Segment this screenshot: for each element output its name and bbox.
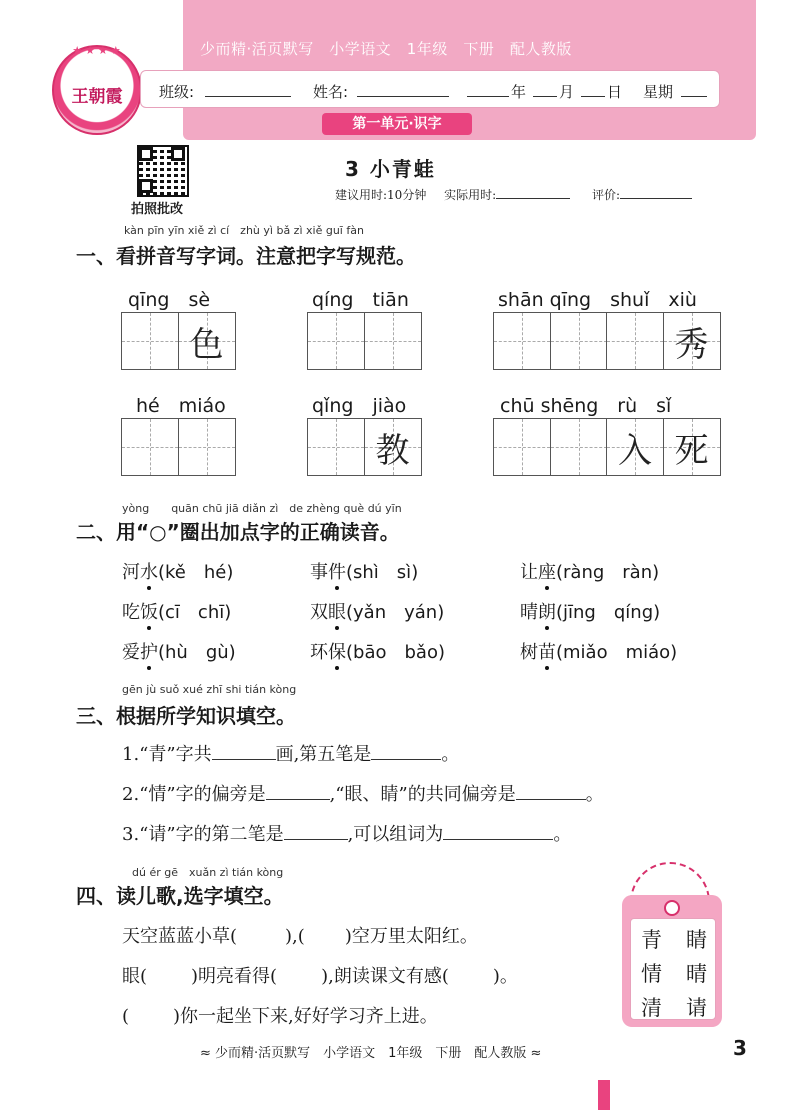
suggest-time: 建议用时:10分钟: [335, 188, 427, 202]
blank-field[interactable]: [516, 784, 586, 800]
writing-cell[interactable]: [550, 418, 608, 476]
writing-cell[interactable]: [493, 418, 551, 476]
header-title: 少而精·活页默写 小学语文 1年级 下册 配人教版: [200, 40, 572, 58]
month-field[interactable]: [533, 83, 557, 101]
writing-cell[interactable]: 色: [178, 312, 236, 370]
s1-grid-shanqingshuixiu[interactable]: [493, 312, 721, 370]
writing-cell[interactable]: 教: [364, 418, 422, 476]
writing-cell[interactable]: [364, 312, 422, 370]
logo-text: 王朝霞: [71, 87, 123, 107]
s1-grid-qingtian[interactable]: [307, 312, 422, 370]
s3-question-1: 1.“青”字共 画,第五笔是 。: [122, 744, 460, 765]
section1-pinyin: kàn pīn yīn xiě zì cí zhù yì bǎ zì xiě guī fàn: [124, 224, 364, 237]
blank-field[interactable]: [266, 784, 330, 800]
tag-char: 青: [641, 928, 662, 952]
weekday-label: 星期: [643, 83, 674, 101]
tag-char: 睛: [686, 928, 707, 952]
class-label: 班级:: [159, 83, 195, 101]
s1-grid-qingse[interactable]: [121, 312, 236, 370]
logo-stars-icon: ★★★★: [72, 44, 124, 57]
tag-hole-icon: [664, 900, 680, 916]
s3-question-3: 3.“请”字的第二笔是 ,可以组词为 。: [122, 824, 572, 845]
s2-item-aihu[interactable]: 爱护(hù gù): [122, 638, 236, 664]
year-field[interactable]: [467, 83, 509, 101]
page-number: 3: [733, 1036, 747, 1060]
writing-cell[interactable]: [606, 312, 664, 370]
footer-tab: [598, 1080, 610, 1110]
qr-corner: [139, 179, 153, 193]
year-label: 年: [511, 83, 527, 101]
s4-line-3: ( )你一起坐下来,好好学习齐上进。: [122, 1006, 438, 1027]
blank-field[interactable]: [443, 824, 553, 840]
section2-pinyin: yòng quān chū jiā diǎn zì de zhèng què dú yīn: [122, 502, 402, 515]
day-label: 日: [607, 83, 623, 101]
s2-item-huanbao[interactable]: 环保(bāo bǎo): [310, 638, 445, 664]
section3-title: 三、根据所学知识填空。: [76, 704, 296, 728]
student-info-bar: [140, 70, 720, 108]
name-field[interactable]: [357, 83, 449, 101]
s1-pinyin-hemiao: hé miáo: [136, 395, 226, 417]
section4-title: 四、读儿歌,选字填空。: [76, 884, 284, 908]
tag-char: 清: [641, 996, 662, 1020]
s1-pinyin-shanqingshuixiu: shān qīng shuǐ xiù: [498, 289, 697, 311]
blank-field[interactable]: [371, 744, 441, 760]
s4-line-1: 天空蓝蓝小草( ),( )空万里太阳红。: [122, 926, 478, 947]
blank-field[interactable]: [212, 744, 276, 760]
s2-item-heshui[interactable]: 河水(kě hé): [122, 558, 233, 584]
writing-cell[interactable]: [307, 312, 365, 370]
writing-cell[interactable]: [550, 312, 608, 370]
section1-title: 一、看拼音写字词。注意把字写规范。: [76, 244, 416, 268]
s2-item-qinglang[interactable]: 晴朗(jīng qíng): [520, 598, 660, 624]
section3-pinyin: gēn jù suǒ xué zhī shi tián kòng: [122, 683, 297, 696]
writing-cell[interactable]: [493, 312, 551, 370]
weekday-field[interactable]: [681, 83, 707, 101]
writing-cell[interactable]: [178, 418, 236, 476]
blank-field[interactable]: [284, 824, 348, 840]
tag-char: 情: [641, 962, 662, 986]
rating-label: 评价:: [592, 188, 621, 202]
s2-item-shumiao[interactable]: 树苗(miǎo miáo): [520, 638, 677, 664]
s3-question-2: 2.“情”字的偏旁是 ,“眼、睛”的共同偏旁是 。: [122, 784, 604, 805]
month-label: 月: [559, 83, 575, 101]
actual-time-label: 实际用时:: [444, 188, 497, 202]
writing-cell[interactable]: 死: [663, 418, 721, 476]
section2-title: 二、用“○”圈出加点字的正确读音。: [76, 520, 400, 544]
tag-char: 晴: [686, 962, 707, 986]
writing-cell[interactable]: [307, 418, 365, 476]
time-line: [335, 186, 692, 203]
s2-item-shijian[interactable]: 事件(shì sì): [310, 558, 418, 584]
s2-item-shuangyan[interactable]: 双眼(yǎn yán): [310, 598, 444, 624]
rating-field[interactable]: [620, 187, 692, 199]
name-label: 姓名:: [313, 83, 349, 101]
s1-grid-chushengrusi[interactable]: [493, 418, 721, 476]
class-field[interactable]: [205, 83, 291, 101]
s1-pinyin-qingse: qīng sè: [128, 289, 211, 311]
s1-pinyin-qingjiao: qǐng jiào: [312, 395, 407, 417]
qr-corner: [171, 147, 185, 161]
qr-corner: [139, 147, 153, 161]
lesson-title: 3 小青蛙: [345, 157, 436, 181]
s2-item-rangzuo[interactable]: 让座(ràng ràn): [520, 558, 659, 584]
unit-tab: 第一单元·识字: [322, 113, 472, 135]
s1-pinyin-chushengrusi: chū shēng rù sǐ: [500, 395, 672, 417]
s1-pinyin-qingtian: qíng tiān: [312, 289, 409, 311]
footer-text: ≈ 少而精·活页默写 小学语文 1年级 下册 配人教版 ≈: [200, 1046, 542, 1061]
writing-cell[interactable]: [121, 418, 179, 476]
tag-char: 请: [686, 996, 707, 1020]
day-field[interactable]: [581, 83, 605, 101]
actual-time-field[interactable]: [496, 187, 570, 199]
writing-cell[interactable]: 入: [606, 418, 664, 476]
s1-grid-qingjiao[interactable]: [307, 418, 422, 476]
writing-cell[interactable]: 秀: [663, 312, 721, 370]
s1-grid-hemiao[interactable]: [121, 418, 236, 476]
s2-item-chifan[interactable]: 吃饭(cī chī): [122, 598, 231, 624]
s4-line-2: 眼( )明亮看得( ),朗读课文有感( )。: [122, 966, 518, 987]
section4-pinyin: dú ér gē xuǎn zì tián kòng: [132, 866, 284, 879]
qr-label: 拍照批改: [131, 202, 184, 217]
writing-cell[interactable]: [121, 312, 179, 370]
